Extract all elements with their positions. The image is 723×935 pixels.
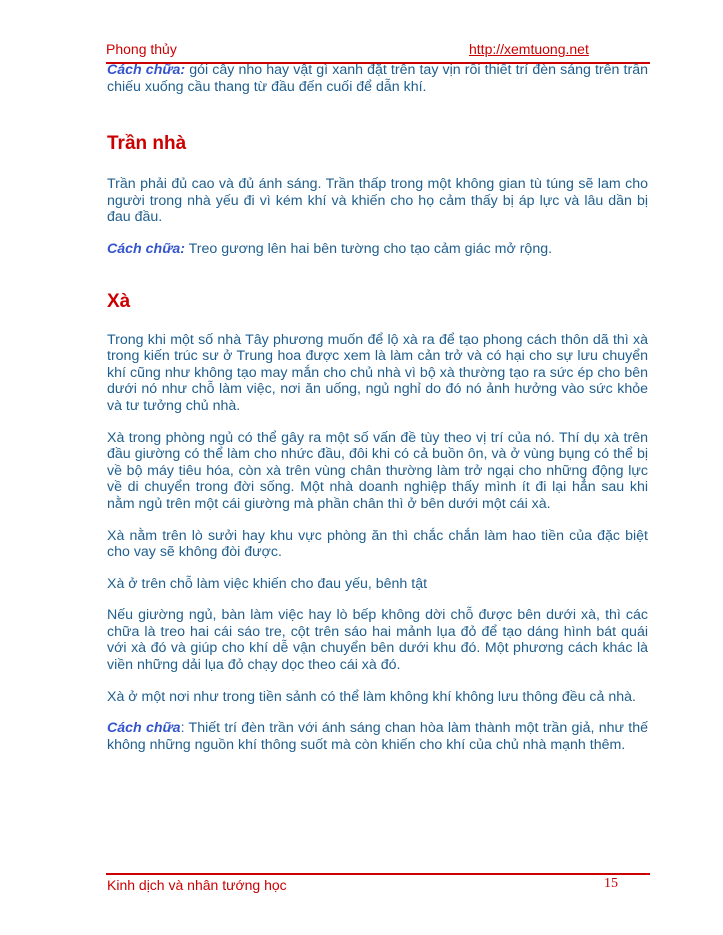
heading-ceiling: Trần nhà — [107, 133, 187, 155]
beam-paragraph-4: Xà ở trên chỗ làm việc khiến cho đau yếu, bênh tật — [107, 575, 428, 592]
footer-title: Kinh dịch và nhân tướng học — [107, 877, 287, 893]
fix-label: Cách chữa — [107, 720, 181, 737]
fix-text: gói cây nho hay vật gì xanh đặt trên tay vịn rồi thiết trí đèn sáng trên trần chiếu xuống cầu thang từ đầu đến cuối để dẫn khí. — [107, 62, 648, 95]
beam-paragraph-1: Trong khi một số nhà Tây phương muốn để lộ xà ra để tạo phong cách thôn dã thì xà trong kiến trúc sư ở Trung hoa được xem là làm cản trở và có hại cho sự lưu chuyển khí cũng như không tạo may mắn cho chủ nhà vì bộ xà thường tạo ra sức ép cho bên dưới nó như chỗ làm việc, nơi ăn uống, ngủ nghỉ do đó nó ảnh hưởng vào sức khỏe và tư tưởng chủ nhà. — [107, 331, 648, 414]
header-link[interactable]: http://xemtuong.net — [469, 41, 589, 57]
fix-label: Cách chữa: — [107, 240, 185, 257]
fix-text: : Thiết trí đèn trần với ánh sáng chan hòa làm thành một trần giả, như thế không những nguồn khí thông suốt mà còn khiến cho khí của chủ nhà mạnh thêm. — [107, 720, 649, 753]
page-number: 15 — [604, 876, 618, 891]
beam-paragraph-3: Xà nằm trên lò sưởi hay khu vực phòng ăn thì chắc chắn làm hao tiền của đặc biệt cho vay sẽ không đòi được. — [107, 527, 648, 561]
page-content — [107, 62, 648, 753]
beam-fix-paragraph — [107, 720, 648, 753]
intro-paragraph — [107, 62, 648, 95]
beam-paragraph-5: Nếu giường ngủ, bàn làm việc hay lò bếp không dời chỗ được bên dưới xà, thì các chữa là treo hai cái sáo tre, cột trên sáo hai mảnh lụa đỏ để tạo dáng hình bát quái với xà đó và giúp cho khí dễ vận chuyển bên dưới khu đó. Một phương cách khác là viền những dải lụa đỏ chạy dọc theo cái xà đó. — [107, 607, 648, 674]
beam-paragraph-2: Xà trong phòng ngủ có thể gây ra một số vấn đề tùy theo vị trí của nó. Thí dụ xà trên đầu giường có thể làm cho nhức đầu, đôi khi có cả buồn ôn, và ở vùng bụng có thể bị về bộ máy tiêu hóa, còn xà trên vùng chân thường làm trở ngại cho những động lực về di chuyển trong đời sống. Một nhà doanh nghiệp thấy mình ít đi lại hẳn sau khi nằm ngủ trên một cái giường mà phần chân thì ở bên dưới một cái xà. — [107, 429, 648, 512]
fix-label: Cách chữa: — [107, 62, 186, 78]
ceiling-fix-paragraph — [107, 241, 648, 258]
beam-paragraph-6: Xà ở một nơi như trong tiền sảnh có thể làm không khí không lưu thông đều cả nhà. — [107, 688, 636, 705]
header-title: Phong thủy — [106, 41, 177, 57]
heading-beam: Xà — [107, 290, 131, 312]
page-header — [106, 41, 650, 64]
fix-text: Treo gương lên hai bên tường cho tạo cảm giác mở rộng. — [184, 240, 553, 257]
ceiling-paragraph: Trần phải đủ cao và đủ ánh sáng. Trần thấp trong một không gian tù túng sẽ lam cho người trong nhà yếu đi vì kém khí và khiến cho họ cảm thấy bị áp lực và lâu dần bị đau đầu. — [107, 176, 648, 226]
footer-divider — [106, 873, 650, 875]
